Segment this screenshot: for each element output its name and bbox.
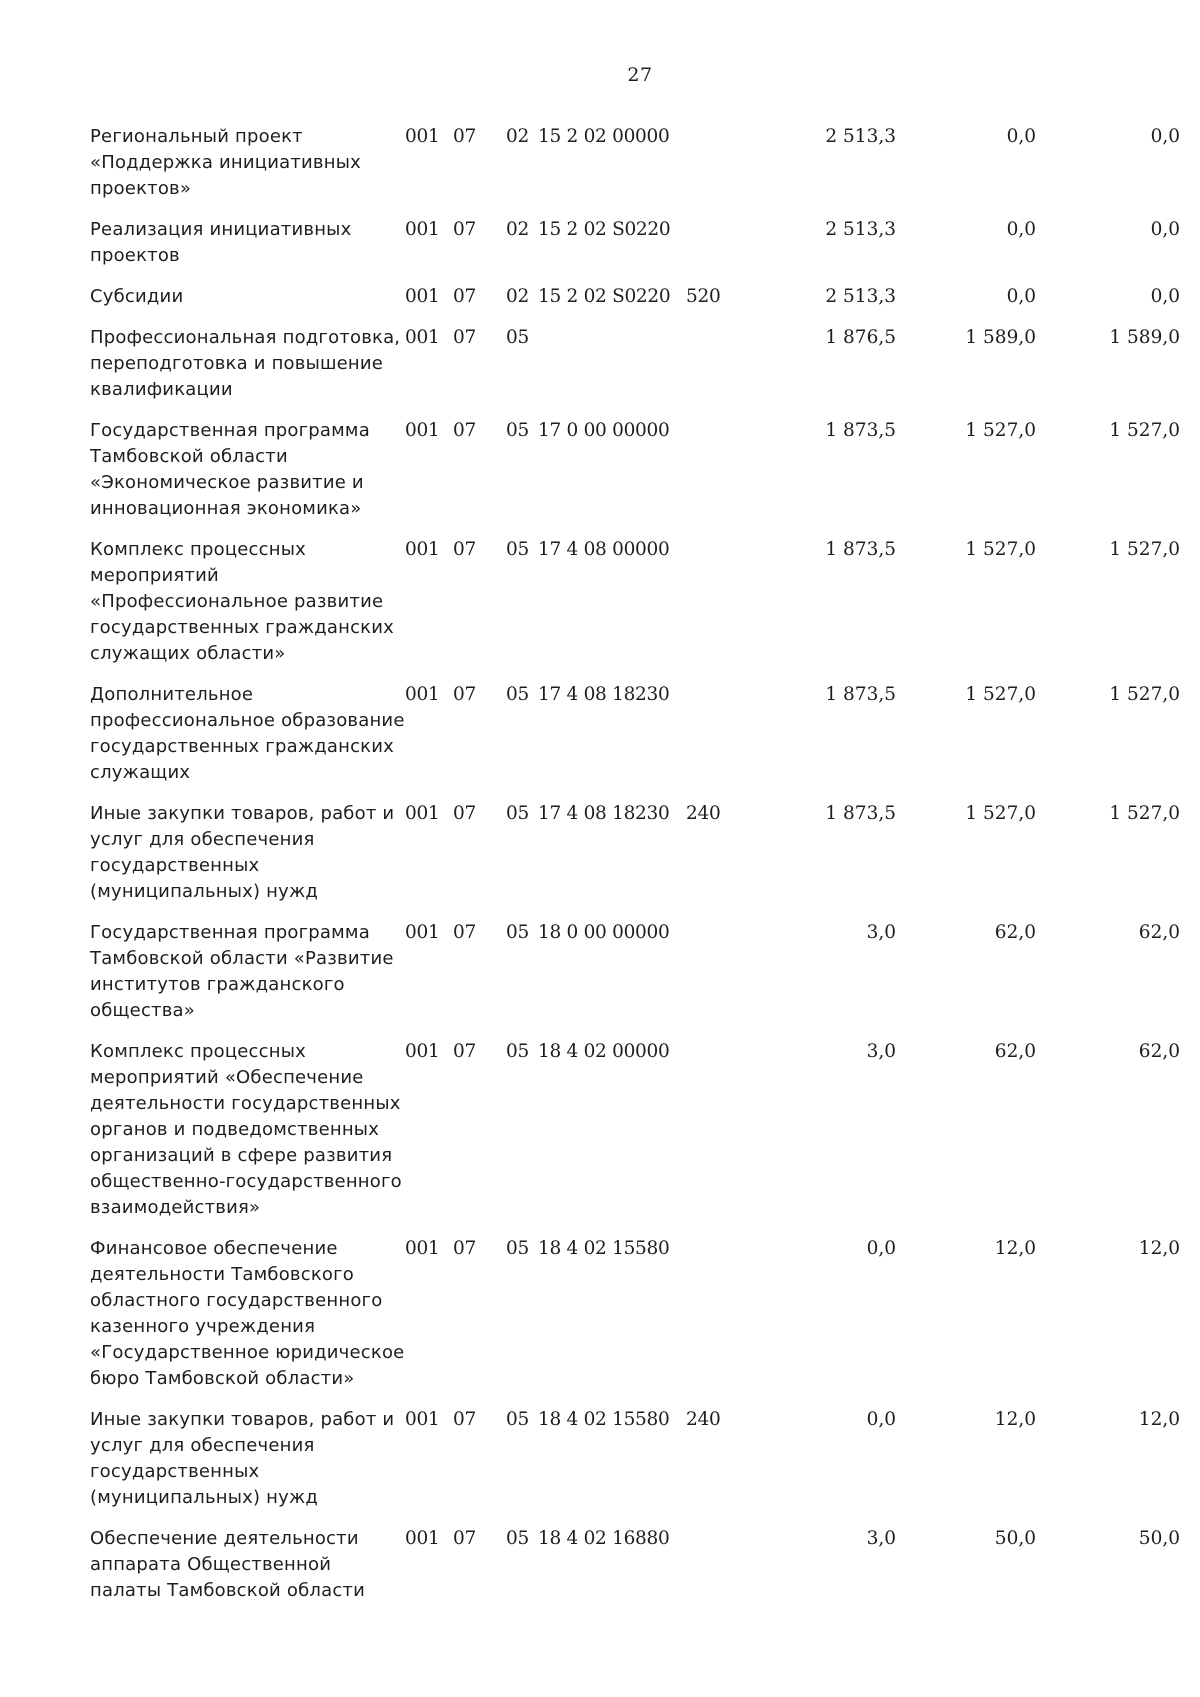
row-name: Дополнительное профессиональное образование государственных гражданских служащих [90, 684, 405, 783]
row-gr-code: 001 [405, 420, 440, 441]
table-row [90, 1407, 1180, 1526]
table-row [90, 537, 1180, 682]
row-csr-code: 18 0 00 00000 [538, 922, 670, 943]
row-rz-code: 07 [453, 327, 476, 348]
row-amount-year2: 12,0 [994, 1238, 1036, 1259]
row-amount-year3: 0,0 [1150, 219, 1180, 240]
row-pr-code: 05 [506, 1409, 529, 1430]
row-csr-code: 18 4 02 15580 [538, 1238, 670, 1259]
row-amount-year1: 0,0 [866, 1238, 896, 1259]
row-rz-code: 07 [453, 420, 476, 441]
row-vr-code: 240 [686, 803, 721, 824]
row-gr-code: 001 [405, 803, 440, 824]
row-gr-code: 001 [405, 922, 440, 943]
row-gr-code: 001 [405, 327, 440, 348]
row-csr-code: 15 2 02 00000 [538, 126, 670, 147]
row-csr-code: 15 2 02 S0220 [538, 219, 671, 240]
row-pr-code: 02 [506, 126, 529, 147]
row-gr-code: 001 [405, 684, 440, 705]
row-csr-code [538, 325, 686, 418]
row-gr-code: 001 [405, 1409, 440, 1430]
row-pr-code: 05 [506, 803, 529, 824]
row-rz-code: 07 [453, 922, 476, 943]
row-name: Реализация инициативных проектов [90, 219, 352, 266]
row-rz-code: 07 [453, 286, 476, 307]
row-gr-code: 001 [405, 126, 440, 147]
table-row [90, 1236, 1180, 1407]
row-amount-year3: 0,0 [1150, 126, 1180, 147]
row-amount-year2: 1 589,0 [965, 327, 1036, 348]
row-name: Профессиональная подготовка, переподготовка и повышение квалификации [90, 327, 401, 400]
row-pr-code: 05 [506, 1528, 529, 1549]
row-vr-code [686, 217, 756, 284]
row-pr-code: 02 [506, 219, 529, 240]
row-amount-year1: 3,0 [866, 922, 896, 943]
row-rz-code: 07 [453, 539, 476, 560]
row-amount-year3: 62,0 [1138, 1041, 1180, 1062]
row-amount-year2: 62,0 [994, 922, 1036, 943]
row-amount-year2: 12,0 [994, 1409, 1036, 1430]
row-name: Обеспечение деятельности аппарата Общественной палаты Тамбовской области [90, 1528, 366, 1601]
row-rz-code: 07 [453, 1041, 476, 1062]
row-vr-code [686, 325, 756, 418]
table-row [90, 1526, 1180, 1619]
table-row [90, 801, 1180, 920]
row-name: Финансовое обеспечение деятельности Тамбовского областного государственного казенного учреждения «Государственное юридическое бюро Тамбовской области» [90, 1238, 405, 1389]
table-row [90, 325, 1180, 418]
row-name: Субсидии [90, 286, 184, 307]
row-amount-year2: 1 527,0 [965, 539, 1036, 560]
row-amount-year2: 0,0 [1006, 126, 1036, 147]
row-rz-code: 07 [453, 1528, 476, 1549]
row-pr-code: 05 [506, 684, 529, 705]
row-amount-year1: 1 876,5 [825, 327, 896, 348]
row-amount-year3: 1 527,0 [1109, 803, 1180, 824]
row-amount-year3: 1 527,0 [1109, 539, 1180, 560]
row-amount-year1: 2 513,3 [825, 126, 896, 147]
row-csr-code: 18 4 02 15580 [538, 1409, 670, 1430]
row-gr-code: 001 [405, 1041, 440, 1062]
row-name: Иные закупки товаров, работ и услуг для обеспечения государственных (муниципальных) нужд [90, 1409, 395, 1508]
row-amount-year2: 50,0 [994, 1528, 1036, 1549]
row-amount-year3: 12,0 [1138, 1409, 1180, 1430]
row-pr-code: 05 [506, 922, 529, 943]
table-row [90, 284, 1180, 325]
budget-table [90, 124, 1180, 1619]
row-vr-code [686, 418, 756, 537]
row-amount-year1: 1 873,5 [825, 539, 896, 560]
table-body [90, 124, 1180, 1619]
row-amount-year3: 1 527,0 [1109, 684, 1180, 705]
row-pr-code: 02 [506, 286, 529, 307]
row-pr-code: 05 [506, 1238, 529, 1259]
row-amount-year1: 1 873,5 [825, 684, 896, 705]
row-amount-year1: 1 873,5 [825, 420, 896, 441]
row-name: Иные закупки товаров, работ и услуг для обеспечения государственных (муниципальных) нужд [90, 803, 395, 902]
table-row [90, 217, 1180, 284]
row-amount-year1: 2 513,3 [825, 219, 896, 240]
table-row [90, 124, 1180, 217]
row-name: Государственная программа Тамбовской области «Экономическое развитие и инновационная экономика» [90, 420, 370, 519]
row-pr-code: 05 [506, 327, 529, 348]
row-rz-code: 07 [453, 1409, 476, 1430]
row-amount-year1: 3,0 [866, 1528, 896, 1549]
row-amount-year3: 62,0 [1138, 922, 1180, 943]
table-row [90, 682, 1180, 801]
row-amount-year1: 2 513,3 [825, 286, 896, 307]
row-csr-code: 17 0 00 00000 [538, 420, 670, 441]
row-vr-code: 520 [686, 286, 721, 307]
row-csr-code: 17 4 08 00000 [538, 539, 670, 560]
table-row [90, 1039, 1180, 1236]
row-gr-code: 001 [405, 219, 440, 240]
row-vr-code [686, 1236, 756, 1407]
row-pr-code: 05 [506, 420, 529, 441]
row-gr-code: 001 [405, 286, 440, 307]
row-amount-year1: 1 873,5 [825, 803, 896, 824]
row-rz-code: 07 [453, 684, 476, 705]
row-amount-year2: 0,0 [1006, 219, 1036, 240]
row-csr-code: 17 4 08 18230 [538, 684, 670, 705]
row-amount-year2: 0,0 [1006, 286, 1036, 307]
row-amount-year3: 50,0 [1138, 1528, 1180, 1549]
row-csr-code: 18 4 02 00000 [538, 1041, 670, 1062]
row-vr-code [686, 124, 756, 217]
row-vr-code [686, 537, 756, 682]
row-amount-year3: 1 589,0 [1109, 327, 1180, 348]
row-vr-code [686, 1039, 756, 1236]
row-name: Комплекс процессных мероприятий «Обеспечение деятельности государственных органов и подведомственных организаций в сфере развития общественно-государственного взаимодействия» [90, 1041, 402, 1218]
row-amount-year2: 1 527,0 [965, 420, 1036, 441]
row-pr-code: 05 [506, 1041, 529, 1062]
row-rz-code: 07 [453, 803, 476, 824]
row-amount-year2: 62,0 [994, 1041, 1036, 1062]
row-vr-code [686, 682, 756, 801]
row-name: Комплекс процессных мероприятий «Профессиональное развитие государственных гражданских служащих области» [90, 539, 394, 664]
row-name: Региональный проект «Поддержка инициативных проектов» [90, 126, 361, 199]
row-amount-year2: 1 527,0 [965, 803, 1036, 824]
row-gr-code: 001 [405, 1528, 440, 1549]
row-amount-year1: 0,0 [866, 1409, 896, 1430]
row-amount-year3: 12,0 [1138, 1238, 1180, 1259]
row-pr-code: 05 [506, 539, 529, 560]
row-amount-year3: 1 527,0 [1109, 420, 1180, 441]
row-gr-code: 001 [405, 539, 440, 560]
row-amount-year3: 0,0 [1150, 286, 1180, 307]
row-amount-year2: 1 527,0 [965, 684, 1036, 705]
row-csr-code: 18 4 02 16880 [538, 1528, 670, 1549]
row-vr-code [686, 920, 756, 1039]
row-amount-year1: 3,0 [866, 1041, 896, 1062]
row-name: Государственная программа Тамбовской области «Развитие институтов гражданского общества» [90, 922, 394, 1021]
row-vr-code: 240 [686, 1409, 721, 1430]
row-rz-code: 07 [453, 219, 476, 240]
table-row [90, 920, 1180, 1039]
row-gr-code: 001 [405, 1238, 440, 1259]
row-csr-code: 17 4 08 18230 [538, 803, 670, 824]
row-vr-code [686, 1526, 756, 1619]
row-csr-code: 15 2 02 S0220 [538, 286, 671, 307]
row-rz-code: 07 [453, 1238, 476, 1259]
table-row [90, 418, 1180, 537]
row-rz-code: 07 [453, 126, 476, 147]
page-number: 27 [627, 64, 653, 86]
